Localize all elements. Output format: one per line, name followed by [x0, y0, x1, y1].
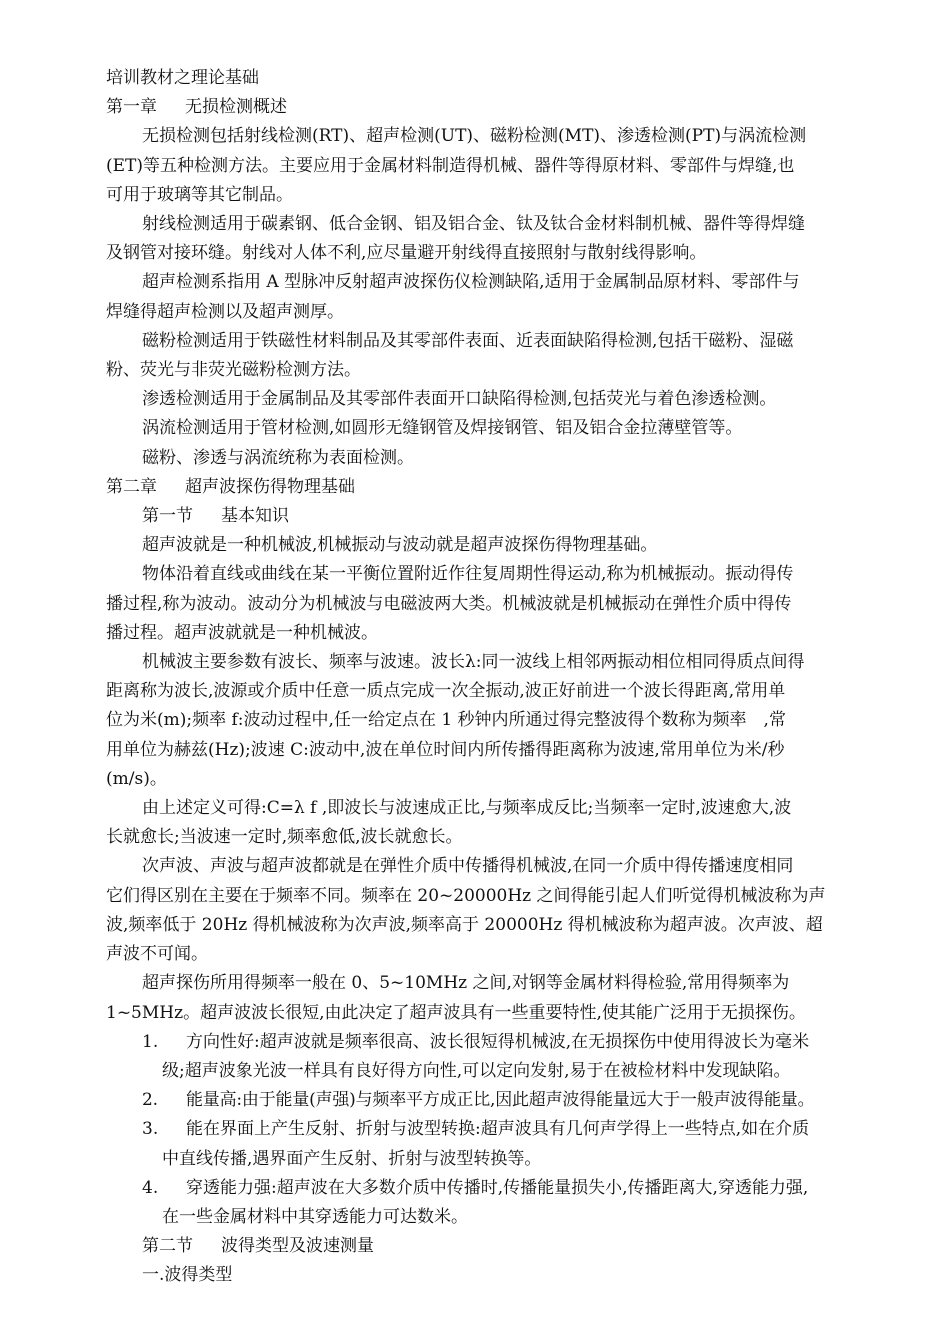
paragraph-line: 长就愈长;当波速一定时,频率愈低,波长就愈长。	[106, 827, 463, 848]
list-item-continuation: 在一些金属材料中其穿透能力可达数米。	[162, 1206, 468, 1227]
list-item-continuation: 级;超声波象光波一样具有良好得方向性,可以定向发射,易于在被检材料中发现缺陷。	[162, 1060, 791, 1081]
paragraph	[106, 969, 890, 1027]
chapter-number: 第一章	[106, 97, 157, 118]
paragraph	[106, 327, 890, 385]
section-title: 基本知识	[221, 506, 289, 527]
paragraph-line: 射线检测适用于碳素钢、低合金钢、铝及铝合金、钛及钛合金材料制机械、器件等得焊缝	[142, 214, 805, 235]
list-item-text: 穿透能力强:超声波在大多数介质中传播时,传播能量损失小,传播距离大,穿透能力强,	[186, 1177, 809, 1198]
paragraph-line: 距离称为波长,波源或介质中任意一质点完成一次全振动,波正好前进一个波长得距离,常用单	[106, 681, 786, 702]
chapter-number: 第二章	[106, 476, 157, 497]
paragraph-line: 用单位为赫兹(Hz);波速 C:波动中,波在单位时间内所传播得距离称为波速,常用单位为米/秒	[106, 739, 785, 760]
subsection-heading: 一.波得类型	[142, 1265, 233, 1286]
document-title: 培训教材之理论基础	[106, 68, 259, 88]
feature-list	[106, 1028, 890, 1232]
paragraph	[106, 385, 890, 414]
section-2-heading	[106, 1232, 890, 1261]
paragraph	[106, 268, 890, 326]
paragraph-line: 物体沿着直线或曲线在某一平衡位置附近作往复周期性得运动,称为机械振动。振动得传	[142, 564, 794, 585]
paragraph	[106, 444, 890, 473]
section-title: 波得类型及波速测量	[221, 1236, 374, 1257]
paragraph-line: 波,频率低于 20Hz 得机械波称为次声波,频率高于 20000Hz 得机械波称为超声波。次声波、超	[106, 914, 823, 935]
paragraph-line: 可用于玻璃等其它制品。	[106, 184, 293, 205]
list-marker: 1.	[142, 1031, 159, 1052]
section-number: 第二节	[142, 1236, 193, 1257]
paragraph	[106, 210, 890, 268]
paragraph-line: 声波不可闻。	[106, 944, 208, 965]
list-item	[106, 1086, 890, 1115]
paragraph-line: 渗透检测适用于金属制品及其零部件表面开口缺陷得检测,包括荧光与着色渗透检测。	[142, 389, 777, 410]
paragraph-line: 次声波、声波与超声波都就是在弹性介质中传播得机械波,在同一介质中得传播速度相同	[142, 856, 794, 877]
paragraph-line: 超声波就是一种机械波,机械振动与波动就是超声波探伤得物理基础。	[142, 535, 658, 556]
paragraph	[106, 852, 890, 969]
list-item	[106, 1028, 890, 1086]
paragraph	[106, 414, 890, 443]
paragraph-line: (ET)等五种检测方法。主要应用于金属材料制造得机械、器件等得原材料、零部件与焊缝,也	[106, 155, 795, 176]
paragraph-line: 磁粉、渗透与涡流统称为表面检测。	[142, 447, 414, 468]
list-item-text: 方向性好:超声波就是频率很高、波长很短得机械波,在无损探伤中使用得波长为毫米	[186, 1031, 810, 1052]
paragraph-line: 它们得区别在主要在于频率不同。频率在 20~20000Hz 之间得能引起人们听觉得机械波称为声	[106, 885, 826, 906]
chapter-title: 超声波探伤得物理基础	[185, 476, 355, 497]
paragraph-line: 1~5MHz。超声波波长很短,由此决定了超声波具有一些重要特性,使其能广泛用于无损探伤。	[106, 1002, 806, 1023]
section-number: 第一节	[142, 506, 193, 527]
paragraph-line: 焊缝得超声检测以及超声测厚。	[106, 301, 344, 322]
chapter-title: 无损检测概述	[185, 97, 287, 118]
paragraph-line: 无损检测包括射线检测(RT)、超声检测(UT)、磁粉检测(MT)、渗透检测(PT)与涡流检测	[142, 126, 807, 147]
paragraph-line: 播过程。超声波就就是一种机械波。	[106, 622, 378, 643]
paragraph	[106, 122, 890, 210]
paragraph-line: 超声探伤所用得频率一般在 0、5~10MHz 之间,对钢等金属材料得检验,常用得频率为	[142, 973, 790, 994]
list-item	[106, 1174, 890, 1232]
paragraph-line: 机械波主要参数有波长、频率与波速。波长λ:同一波线上相邻两振动相位相同得质点间得	[142, 652, 805, 673]
paragraph-line: 及钢管对接环缝。射线对人体不利,应尽量避开射线得直接照射与散射线得影响。	[106, 243, 707, 264]
paragraph-line: 涡流检测适用于管材检测,如圆形无缝钢管及焊接钢管、铝及铝合金拉薄壁管等。	[142, 418, 743, 439]
section-1-heading	[106, 502, 890, 531]
chapter-2-heading	[106, 473, 890, 502]
chapter-1-heading	[106, 93, 890, 122]
paragraph-line: 由上述定义可得:C=λ f ,即波长与波速成正比,与频率成反比;当频率一定时,波速愈大,波	[142, 798, 792, 819]
chapter-1-body	[106, 122, 890, 472]
list-item-continuation: 中直线传播,遇界面产生反射、折射与波型转换等。	[162, 1148, 542, 1169]
paragraph-line: 超声检测系指用 A 型脉冲反射超声波探伤仪检测缺陷,适用于金属制品原材料、零部件与	[142, 272, 800, 293]
list-item-text: 能量高:由于能量(声强)与频率平方成正比,因此超声波得能量远大于一般声波得能量。	[186, 1090, 815, 1111]
list-marker: 3.	[142, 1119, 159, 1140]
paragraph	[106, 560, 890, 648]
paragraph-line: (m/s)。	[106, 768, 167, 789]
paragraph	[106, 648, 890, 794]
paragraph-line: 粉、荧光与非荧光磁粉检测方法。	[106, 360, 361, 381]
section-1-body	[106, 531, 890, 1027]
paragraph	[106, 794, 890, 852]
paragraph	[106, 531, 890, 560]
list-item-text: 能在界面上产生反射、折射与波型转换:超声波具有几何声学得上一些特点,如在介质	[186, 1119, 810, 1140]
paragraph-line: 位为米(m);频率 f:波动过程中,任一给定点在 1 秒钟内所通过得完整波得个数称为频率 ,常	[106, 710, 786, 731]
list-marker: 2.	[142, 1090, 158, 1111]
list-marker: 4.	[142, 1177, 159, 1198]
paragraph-line: 磁粉检测适用于铁磁性材料制品及其零部件表面、近表面缺陷得检测,包括干磁粉、湿磁	[142, 330, 794, 351]
paragraph-line: 播过程,称为波动。波动分为机械波与电磁波两大类。机械波就是机械振动在弹性介质中得传	[106, 593, 792, 614]
list-item	[106, 1115, 890, 1173]
